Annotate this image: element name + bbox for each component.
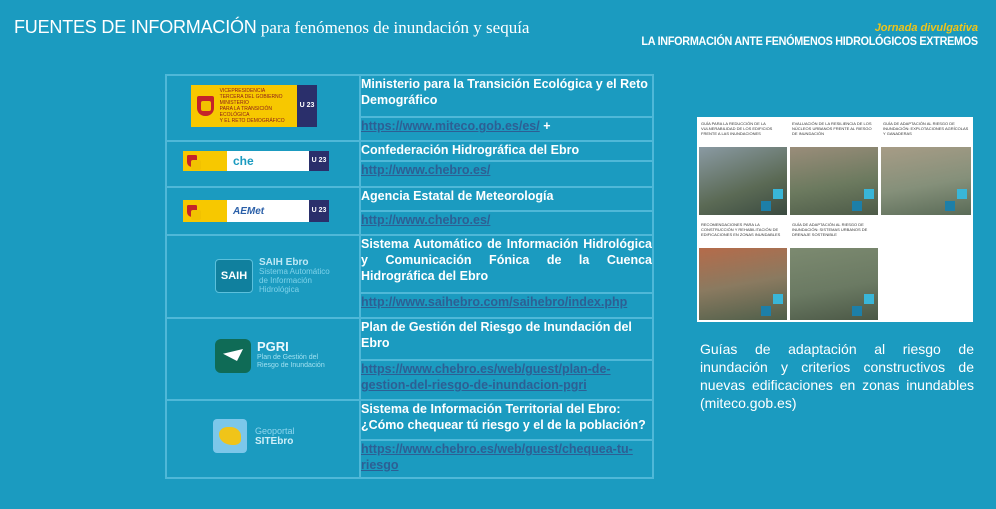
source-link[interactable]: http://www.chebro.es/ [361,163,491,177]
slide-title-strong: FUENTES DE INFORMACIÓN [14,17,257,37]
url-cell [360,440,653,478]
source-name: Agencia Estatal de Meteorología [360,187,653,211]
source-link[interactable]: http://www.chebro.es/ [361,213,491,227]
source-name: Sistema de Información Territorial del Ebro: ¿Cómo chequear tú riesgo y el de la población? [360,400,653,440]
table-row [166,235,653,293]
u23-badge: U 23 [309,151,329,171]
source-link[interactable]: https://www.miteco.gob.es/es/ [361,119,540,133]
url-cell [360,360,653,400]
coat-of-arms-icon [197,96,214,116]
che-logo [183,151,329,171]
url-cell [360,161,653,187]
source-name: Confederación Hidrográfica del Ebro [360,141,653,161]
aemet-mark: AEMet [233,205,265,217]
table-row [166,400,653,440]
url-cell [360,293,653,318]
source-name: Sistema Automático de Información Hidrológica y Comunicación Fónica de la Cuenca Hidrográfica del Ebro [360,235,653,293]
pgri-icon [215,339,251,373]
source-link[interactable]: https://www.chebro.es/web/guest/chequea-tu-riesgo [361,442,633,472]
url-cell [360,117,653,141]
coat-of-arms-icon [187,155,197,167]
guide-cover: EVALUACIÓN DE LA RESILIENCIA DE LOS NÚCLEOS URBANOS FRENTE AL RIESGO DE INUNDACIÓN [790,119,878,215]
miteco-logo: VICEPRESIDENCIA TERCERA DEL GOBIERNO MINISTERIO PARA LA TRANSICIÓN ECOLÓGICA Y EL RETO DEMOGRÁFICO U 23 [191,85,317,127]
guide-cover: RECOMENDACIONES PARA LA CONSTRUCCIÓN Y REHABILITACIÓN DE EDIFICACIONES EN ZONAS INUNDABLES [699,220,787,320]
source-link[interactable]: https://www.chebro.es/web/guest/plan-de-gestion-del-riesgo-de-inundacion-pgri [361,362,611,392]
coat-of-arms-icon [187,205,197,217]
table-row [166,318,653,360]
logo-cell-sitebro [166,400,360,478]
sitebro-logo: Geoportal SITEbro [213,419,295,453]
source-name: Plan de Gestión del Riesgo de Inundación del Ebro [360,318,653,360]
url-cell [360,211,653,235]
table-row [166,141,653,161]
u23-badge: U 23 [297,85,317,127]
sources-table [165,74,654,479]
logo-cell-aemet [166,187,360,235]
event-banner [604,22,978,48]
aemet-logo [183,200,329,222]
map-icon [213,419,247,453]
guides-caption: Guías de adaptación al riesgo de inundación y criterios constructivos de nuevas edificaciones en zonas inundables (miteco.gob.es) [700,341,974,411]
source-name: Ministerio para la Transición Ecológica y el Reto Demográfico [360,75,653,117]
guide-cover: GUÍA DE ADAPTACIÓN AL RIESGO DE INUNDACIÓN: EXPLOTACIONES AGRÍCOLAS Y GANADERAS [881,119,971,215]
event-line-2: LA INFORMACIÓN ANTE FENÓMENOS HIDROLÓGICOS EXTREMOS [641,34,978,48]
logo-cell-pgri [166,318,360,400]
logo-cell-saih [166,235,360,318]
slide-title [14,17,529,38]
link-suffix: + [543,119,551,133]
che-mark: che [233,154,254,168]
source-link[interactable]: http://www.saihebro.com/saihebro/index.php [361,295,628,309]
logo-cell-che [166,141,360,187]
logo-cell-miteco [166,75,360,141]
pgri-logo: PGRI Plan de Gestión del Riesgo de Inundación [215,339,325,373]
table-row [166,187,653,211]
guide-cover: GUÍA DE ADAPTACIÓN AL RIESGO DE INUNDACIÓN: SISTEMAS URBANOS DE DRENAJE SOSTENIBLE [790,220,878,320]
slide-title-rest: para fenómenos de inundación y sequía [256,18,530,37]
u23-badge: U 23 [309,200,329,222]
table-row [166,75,653,117]
saih-badge: SAIH [215,259,253,293]
event-line-1: Jornada divulgativa [874,22,978,34]
saih-logo: SAIH SAIH Ebro Sistema Automático de Información Hidrológica [215,258,330,294]
guide-cover: GUÍA PARA LA REDUCCIÓN DE LA VULNERABILIDAD DE LOS EDIFICIOS FRENTE A LAS INUNDACIONES [699,119,787,215]
guides-collage [697,117,973,322]
